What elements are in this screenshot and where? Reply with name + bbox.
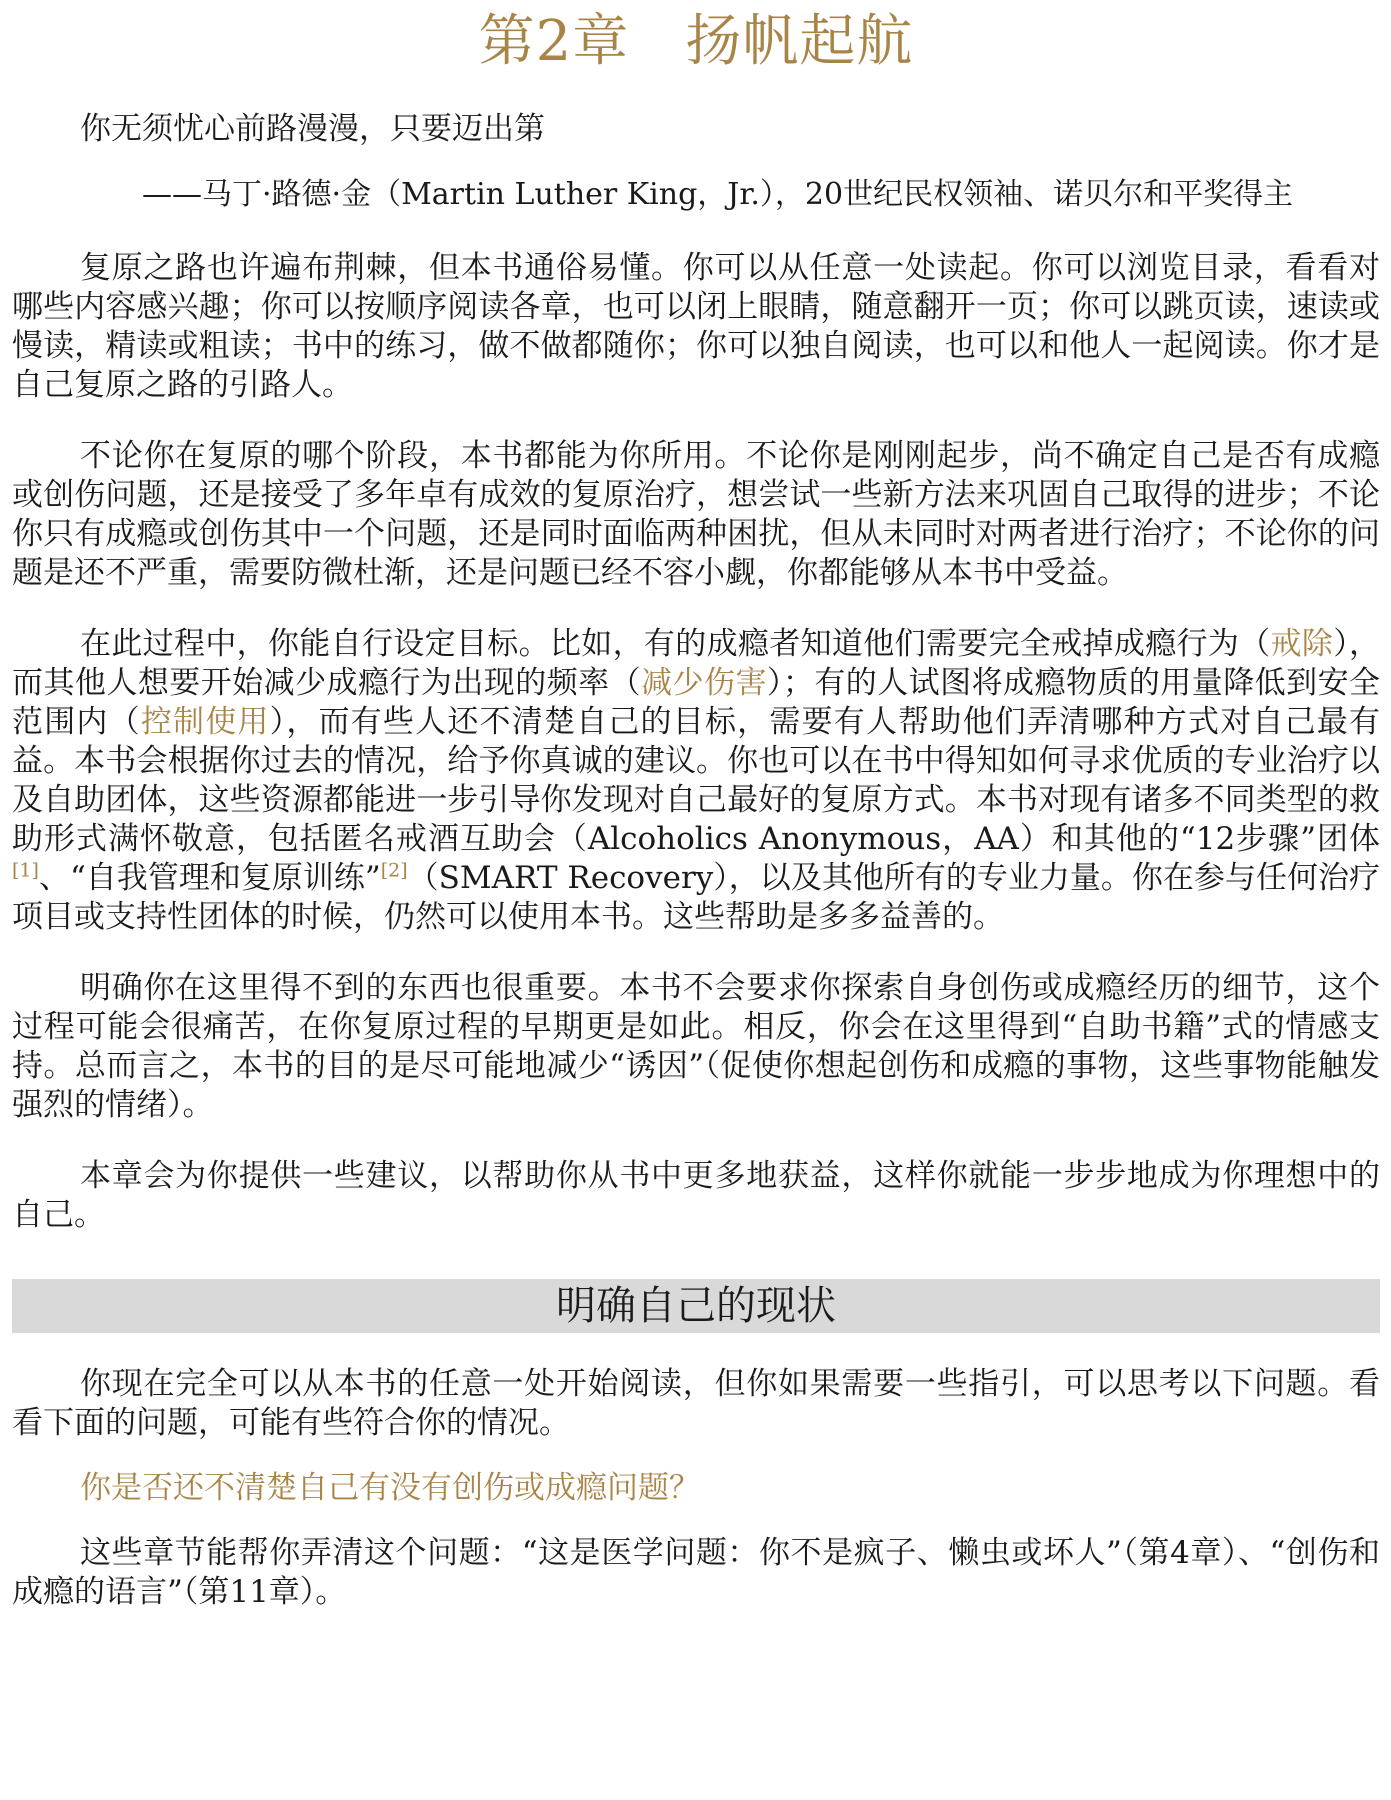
epigraph-attribution: ——马丁·路德·金（Martin Luther King，Jr.），20世纪民权领袖、诺贝尔和平奖得主: [142, 177, 1294, 212]
epigraph-quote: 你无须忧心前路漫漫，只要迈出第: [80, 111, 545, 147]
term-harm-reduction[interactable]: 减少伤害: [641, 665, 767, 701]
paragraph-text: 在此过程中，你能自行设定目标。比如，有的成瘾者知道他们需要完全戒掉成瘾行为（: [80, 626, 1271, 662]
question-answer-paragraph: 这些章节能帮你弄清这个问题：“这是医学问题：你不是疯子、懒虫或坏人”（第4章）、“创伤和成瘾的语言”（第11章）。: [12, 1535, 1380, 1610]
term-controlled-use[interactable]: 控制使用: [140, 704, 270, 740]
body-paragraph-2: 不论你在复原的哪个阶段，本书都能为你所用。不论你是刚刚起步，尚不确定自己是否有成瘾或创伤问题，还是接受了多年卓有成效的复原治疗，想尝试一些新方法来巩固自己取得的进步；不论你只有成瘾或创伤其中一个问题，还是同时面临两种困扰，但从未同时对两者进行治疗；不论你的问题是还不严重，需要防微杜渐，还是问题已经不容小觑，你都能够从本书中受益。: [12, 438, 1380, 591]
chapter-title: [12, 0, 1380, 84]
section-intro-paragraph: 你现在完全可以从本书的任意一处开始阅读，但你如果需要一些指引，可以思考以下问题。看看下面的问题，可能有些符合你的情况。: [12, 1366, 1380, 1441]
section-heading: 明确自己的现状: [12, 1279, 1380, 1333]
paragraph-text: （SMART Recovery），以及其他所有的专业力量。你在参与任何治疗项目或支持性团体的时候，仍然可以使用本书。这些帮助是多多益善的。: [12, 860, 1380, 935]
chapter-name: 扬帆起航: [685, 9, 914, 74]
footnote-link-1[interactable]: [1]: [12, 859, 39, 882]
body-paragraph-1: 复原之路也许遍布荆棘，但本书通俗易懂。你可以从任意一处读起。你可以浏览目录，看看对哪些内容感兴趣；你可以按顺序阅读各章，也可以闭上眼睛，随意翻开一页；你可以跳页读，速读或慢读，精读或粗读；书中的练习，做不做都随你；你可以独自阅读，也可以和他人一起阅读。你才是自己复原之路的引路人。: [12, 250, 1380, 403]
paragraph-text: 、“自我管理和复原训练”: [38, 860, 381, 896]
body-paragraph-3: [12, 625, 1380, 937]
body-paragraph-5: 本章会为你提供一些建议，以帮助你从书中更多地获益，这样你就能一步步地成为你理想中的自己。: [12, 1158, 1380, 1233]
paragraph-text: ），而有些人还不清楚自己的目标，需要有人帮助他们弄清哪种方式对自己最有益。本书会根据你过去的情况，给予你真诚的建议。你也可以在书中得知如何寻求优质的专业治疗以及自助团体，这些资源都能进一步引导你发现对自己最好的复原方式。本书对现有诸多不同类型的救助形式满怀敬意，包括匿名戒酒互助会（Alcoholics Anonymous，AA）和其他的“12步骤”团体: [12, 704, 1381, 857]
chapter-number: 第2章: [478, 9, 630, 74]
footnote-link-2[interactable]: [2]: [380, 859, 408, 882]
body-paragraph-4: 明确你在这里得不到的东西也很重要。本书不会要求你探索自身创伤或成瘾经历的细节，这个过程可能会很痛苦，在你复原过程的早期更是如此。相反，你会在这里得到“自助书籍”式的情感支持。总而言之，本书的目的是尽可能地减少“诱因”（促使你想起创伤和成瘾的事物，这些事物能触发强烈的情绪）。: [12, 970, 1380, 1123]
paragraph-text: ）；有的人试图将成瘾物质的用量降低到安全范围内（: [12, 665, 1381, 740]
term-abstinence[interactable]: 戒除: [1270, 626, 1334, 662]
question-heading: 你是否还不清楚自己有没有创伤或成瘾问题？: [80, 1470, 700, 1506]
book-page: [12, 0, 1380, 1612]
paragraph-text: ），而其他人想要开始减少成瘾行为出现的频率（: [12, 626, 1381, 701]
